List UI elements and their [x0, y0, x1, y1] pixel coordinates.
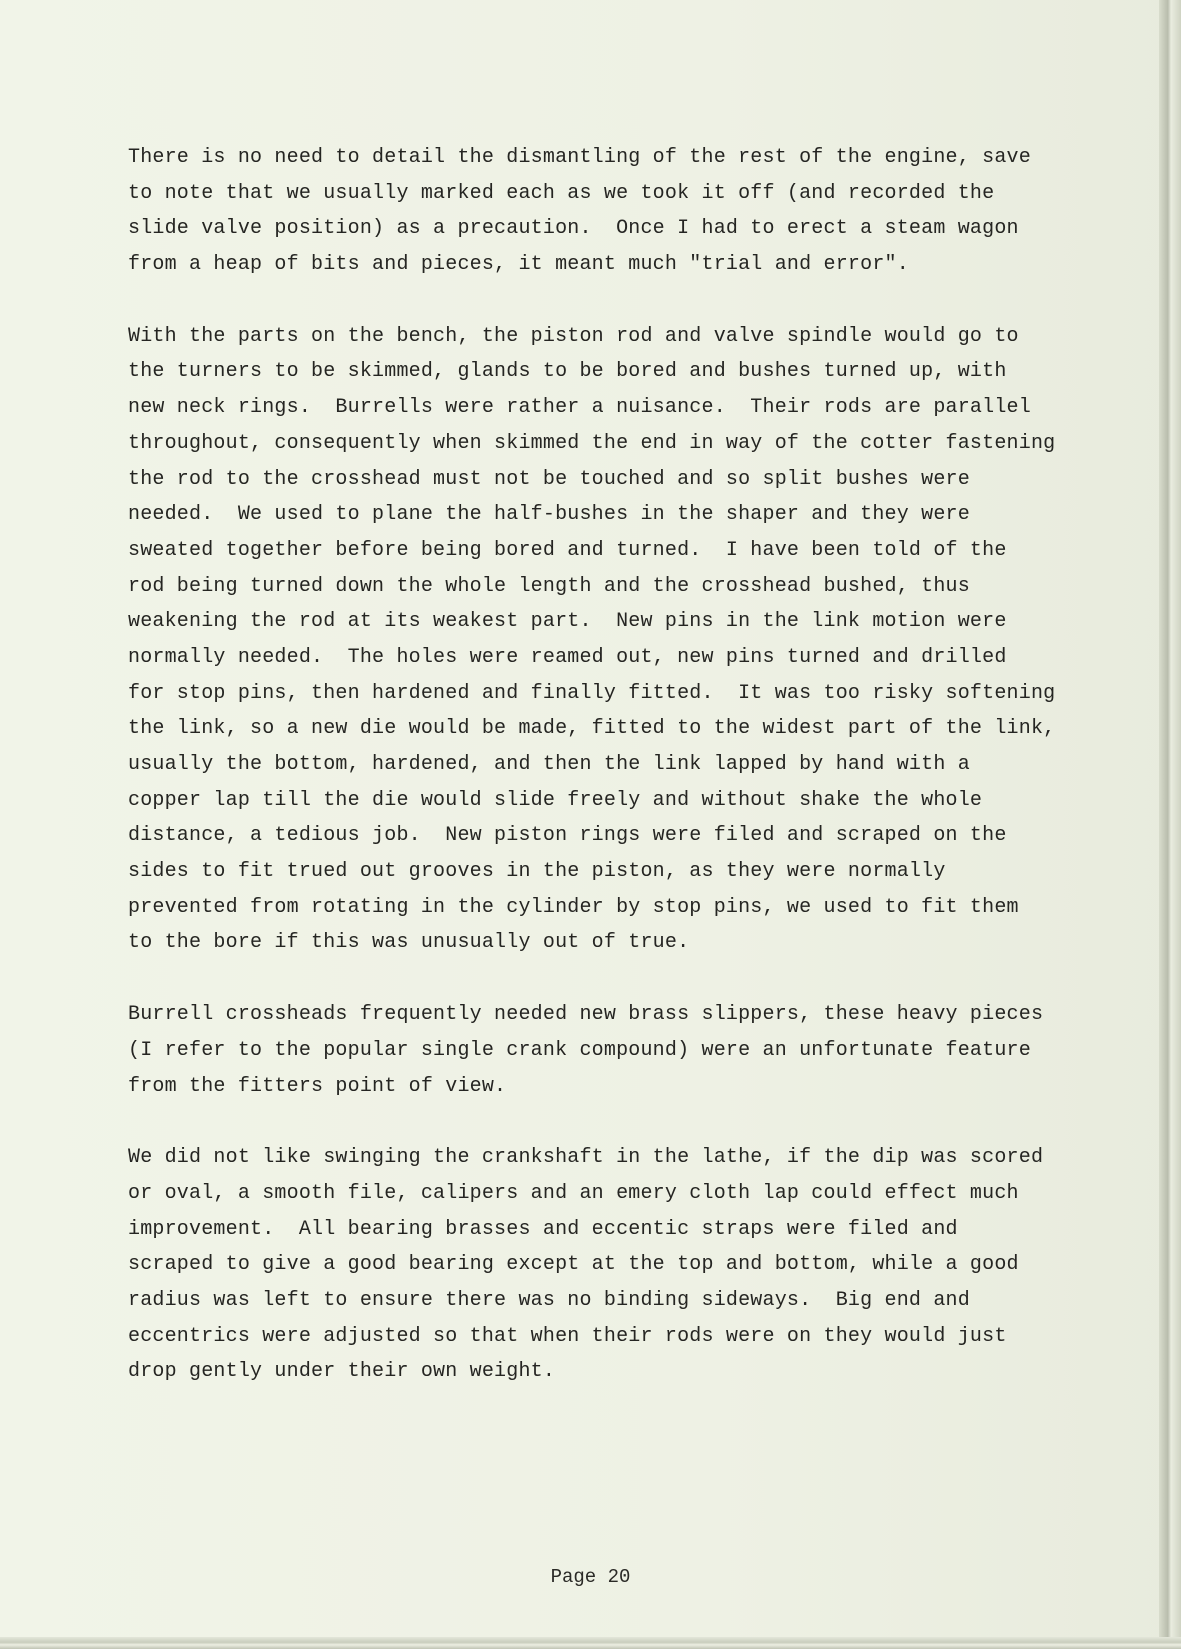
text-line: sides to fit trued out grooves in the piston, as they were normally [128, 860, 946, 884]
page-number: Page 20 [550, 1566, 631, 1588]
text-line: the link, so a new die would be made, fitted to the widest part of the link, [128, 717, 1056, 741]
text-line: sweated together before being bored and turned. I have been told of the [128, 538, 1007, 562]
body-text [128, 140, 1088, 1390]
text-line: the rod to the crosshead must not be touched and so split bushes were [128, 467, 970, 491]
paragraph-gap [128, 1104, 1088, 1140]
text-line: to the bore if this was unusually out of true. [128, 931, 690, 955]
paragraph-dismantling [128, 140, 1088, 283]
text-line: normally needed. The holes were reamed out, new pins turned and drilled [128, 645, 1007, 669]
paragraph-crossheads [128, 997, 1088, 1104]
text-line: or oval, a smooth file, calipers and an emery cloth lap could effect much [128, 1181, 1019, 1205]
text-line: (I refer to the popular single crank compound) were an unfortunate feature [128, 1038, 1031, 1062]
text-line: from a heap of bits and pieces, it meant much "trial and error". [128, 253, 909, 277]
paragraph-gap [128, 283, 1088, 319]
text-line: to note that we usually marked each as we took it off (and recorded the [128, 181, 995, 205]
page-bottom-edge [0, 1637, 1181, 1649]
binding-edge [1159, 0, 1181, 1649]
text-line: weakening the rod at its weakest part. New pins in the link motion were [128, 610, 1007, 634]
text-line: Burrell crossheads frequently needed new brass slippers, these heavy pieces [128, 1003, 1044, 1027]
text-line: improvement. All bearing brasses and eccentic straps were filed and [128, 1217, 958, 1241]
text-line: distance, a tedious job. New piston rings were filed and scraped on the [128, 824, 1007, 848]
text-line: usually the bottom, hardened, and then the link lapped by hand with a [128, 753, 970, 776]
paragraph-gap [128, 961, 1088, 997]
text-line: slide valve position) as a precaution. Once I had to erect a steam wagon [128, 217, 1019, 241]
text-line: copper lap till the die would slide freely and without shake the whole [128, 788, 983, 812]
text-line: eccentrics were adjusted so that when their rods were on they would just [128, 1324, 1007, 1348]
text-line: There is no need to detail the dismantling of the rest of the engine, save [128, 146, 1031, 169]
text-line: radius was left to ensure there was no binding sideways. Big end and [128, 1288, 970, 1312]
text-line: the turners to be skimmed, glands to be bored and bushes turned up, with [128, 360, 1007, 384]
text-line: With the parts on the bench, the piston rod and valve spindle would go to [128, 324, 1019, 348]
text-line: from the fitters point of view. [128, 1074, 507, 1098]
text-line: for stop pins, then hardened and finally fitted. It was too risky softening [128, 681, 1056, 705]
text-line: drop gently under their own weight. [128, 1360, 556, 1384]
text-line: scraped to give a good bearing except at the top and bottom, while a good [128, 1253, 1019, 1277]
text-line: prevented from rotating in the cylinder by stop pins, we used to fit them [128, 895, 1019, 919]
paragraph-crankshaft [128, 1140, 1088, 1390]
text-line: rod being turned down the whole length and the crosshead bushed, thus [128, 574, 970, 598]
text-line: We did not like swinging the crankshaft in the lathe, if the dip was scored [128, 1146, 1044, 1170]
text-line: throughout, consequently when skimmed the end in way of the cotter fastening [128, 431, 1056, 455]
paragraph-bench-work [128, 319, 1088, 961]
text-line: needed. We used to plane the half-bushes in the shaper and they were [128, 503, 970, 527]
text-line: new neck rings. Burrells were rather a nuisance. Their rods are parallel [128, 396, 1031, 420]
